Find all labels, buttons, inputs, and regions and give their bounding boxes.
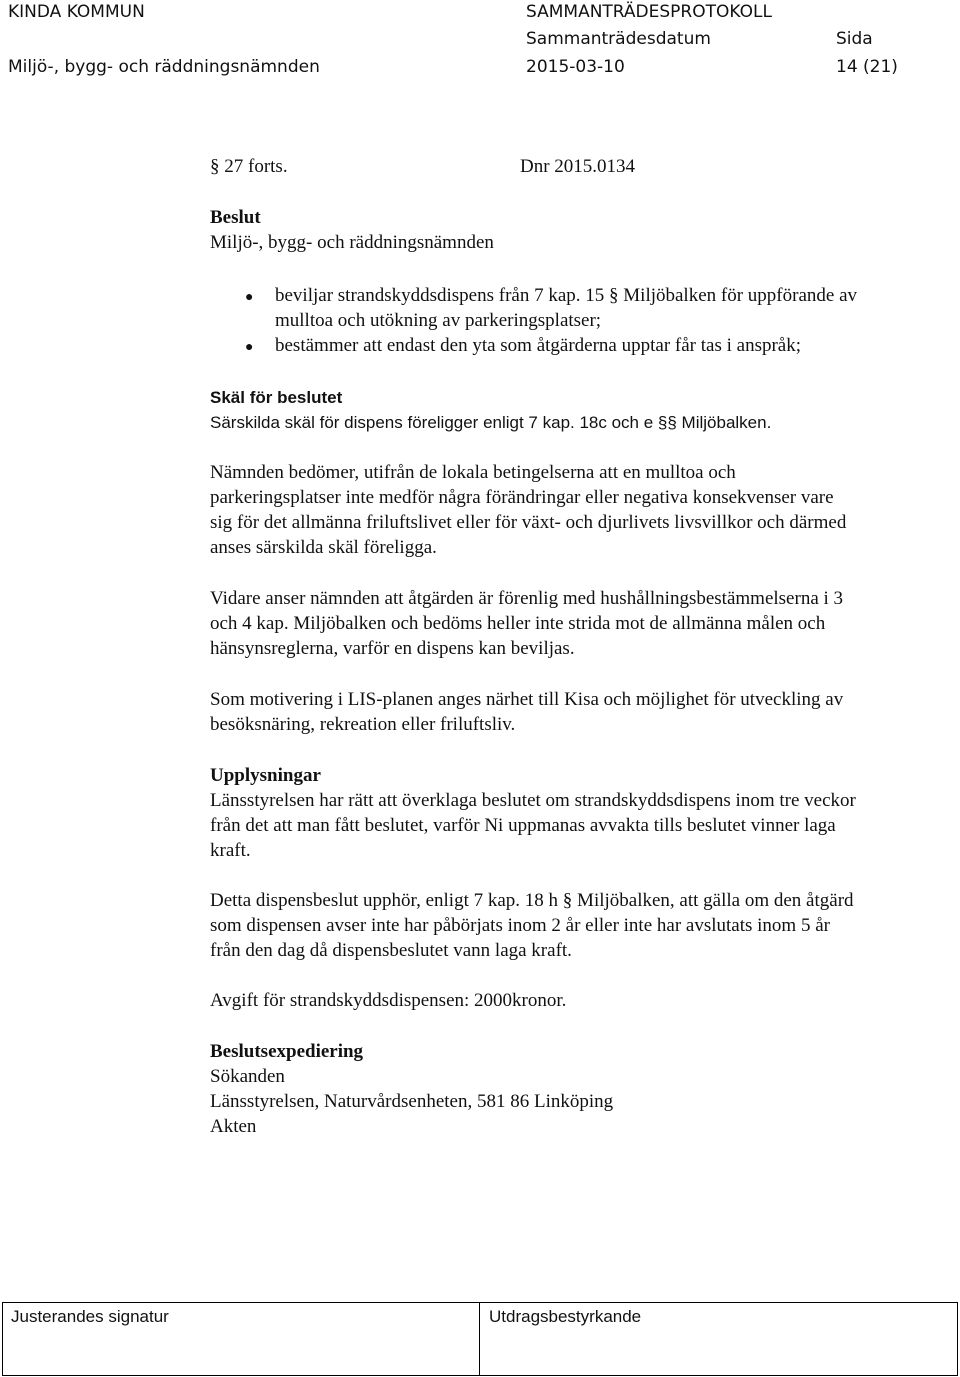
signature-box [2, 1302, 958, 1376]
bullet-icon: ● [245, 290, 254, 305]
paragraph-line: Detta dispensbeslut upphör, enligt 7 kap. 18 h § Miljöbalken, att gälla om den åtgärd [210, 890, 854, 911]
recipient-line: Akten [210, 1116, 257, 1137]
beslut-subject: Miljö-, bygg- och räddningsnämnden [210, 232, 494, 253]
paragraph-line: Nämnden bedömer, utifrån de lokala betingelserna att en mulltoa och [210, 462, 736, 483]
certified-label: Utdragsbestyrkande [489, 1307, 642, 1326]
paragraph-line: Avgift för strandskyddsdispensen: 2000kronor. [210, 990, 567, 1011]
skal-heading: Skäl för beslutet [210, 388, 343, 407]
page-number: 14 (21) [836, 57, 898, 77]
paragraph-line: hänsynsreglerna, varför en dispens kan beviljas. [210, 638, 575, 659]
paragraph-line: parkeringsplatser inte medför några förändringar eller negativa konsekvenser vare [210, 487, 834, 508]
dnr-number: Dnr 2015.0134 [520, 156, 636, 177]
paragraph-line: och 4 kap. Miljöbalken och bedöms heller inte strida mot de allmänna målen och [210, 613, 826, 634]
protocol-title: SAMMANTRÄDESPROTOKOLL [526, 2, 772, 22]
paragraph-line: sig för det allmänna friluftslivet eller för växt- och djurlivets livsvillkor och därmed [210, 512, 847, 533]
paragraph-line: från det att man fått beslutet, varför Ni uppmanas avvakta tills beslutet vinner laga [210, 815, 836, 836]
org-name: KINDA KOMMUN [8, 2, 145, 22]
paragraph-line: besöksnäring, rekreation eller friluftsliv. [210, 714, 516, 735]
paragraph-line: Vidare anser nämnden att åtgärden är förenlig med hushållningsbestämmelserna i 3 [210, 588, 844, 609]
recipient-line: Länsstyrelsen, Naturvårdsenheten, 581 86 Linköping [210, 1091, 614, 1112]
meeting-date: 2015-03-10 [526, 57, 625, 77]
list-item-text: beviljar strandskyddsdispens från 7 kap. 15 § Miljöbalken för uppförande av [275, 285, 858, 306]
paragraph-line: som dispensen avser inte har påbörjats inom 2 år eller inte har avslutats inom 5 år [210, 915, 830, 936]
meeting-date-label: Sammanträdesdatum [526, 29, 711, 49]
bullet-icon: ● [245, 340, 254, 355]
page-label: Sida [836, 29, 873, 49]
paragraph-line: Länsstyrelsen har rätt att överklaga beslutet om strandskyddsdispens inom tre veckor [210, 790, 856, 811]
paragraph-line: anses särskilda skäl föreligga. [210, 537, 437, 558]
upplysningar-heading: Upplysningar [210, 765, 321, 786]
section-reference: § 27 forts. [210, 156, 288, 177]
expediering-heading: Beslutsexpediering [210, 1041, 364, 1062]
list-item-text: mulltoa och utökning av parkeringsplatser; [275, 310, 602, 331]
recipient-line: Sökanden [210, 1066, 285, 1087]
paragraph-line: kraft. [210, 840, 251, 861]
board-name: Miljö-, bygg- och räddningsnämnden [8, 57, 320, 77]
skal-text: Särskilda skäl för dispens föreligger enligt 7 kap. 18c och e §§ Miljöbalken. [210, 413, 772, 432]
signature-label: Justerandes signatur [11, 1307, 169, 1326]
paragraph-line: från den dag då dispensbeslutet vann laga kraft. [210, 940, 572, 961]
paragraph-line: Som motivering i LIS-planen anges närhet till Kisa och möjlighet för utveckling av [210, 689, 844, 710]
footer-divider [479, 1303, 480, 1375]
list-item-text: bestämmer att endast den yta som åtgärderna upptar får tas i anspråk; [275, 335, 801, 356]
beslut-heading: Beslut [210, 207, 261, 228]
